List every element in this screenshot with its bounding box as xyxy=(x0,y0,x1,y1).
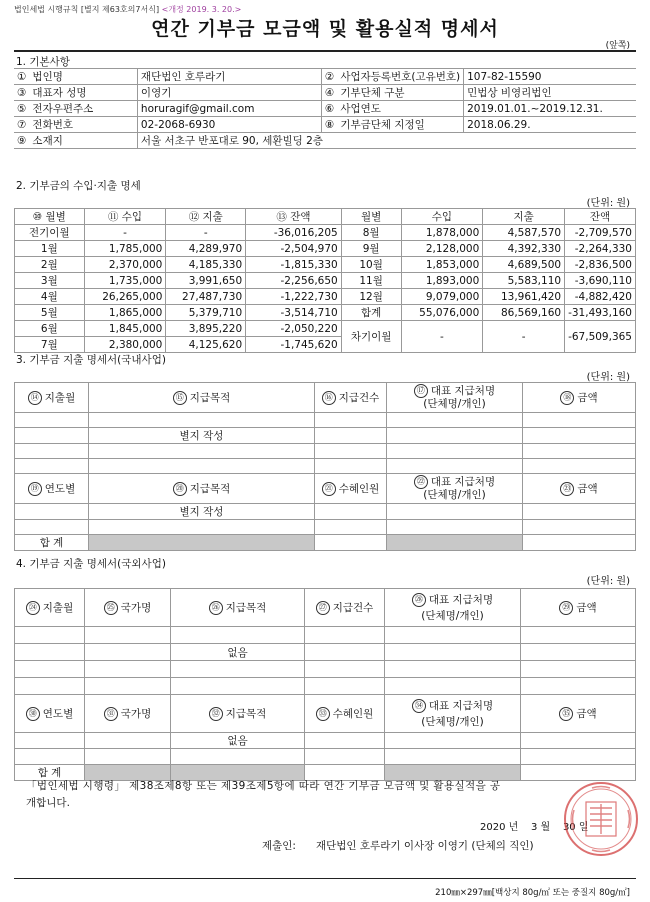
info-row: ⑦ 전화번호 02-2068-6930 ⑧ 기부금단체 지정일 2018.06.29. xyxy=(14,117,636,133)
info-row: ③ 대표자 성명 이영기 ④ 기부단체 구분 민법상 비영리법인 xyxy=(14,85,636,101)
table-cell: 55,076,000 xyxy=(401,305,483,321)
info-label: 전화번호 xyxy=(29,117,137,133)
official-seal-icon xyxy=(562,780,640,858)
submitter-line: 제출인: 재단법인 호루라기 이사장 이영기 (단체의 직인) xyxy=(262,840,534,852)
domestic-expense-table xyxy=(14,382,636,551)
info-value: 재단법인 호루라기 xyxy=(137,69,321,85)
column-header: 월별 xyxy=(341,209,401,225)
statement-line1: 「법인세법 시행령」 제38조제8항 또는 제39조제5항에 따라 연간 기부금 모금액 및 활용실적을 공 xyxy=(26,780,501,792)
column-header: 지출 xyxy=(483,209,565,225)
table-cell: -3,514,710 xyxy=(246,305,342,321)
address-row: ⑨ 소재지 서울 서초구 반포대로 90, 세환빌딩 2층 xyxy=(14,133,636,149)
domestic-note: 별지 작성 xyxy=(89,428,315,444)
table-cell: -1,815,330 xyxy=(246,257,342,273)
table-cell: 7월 xyxy=(15,337,85,353)
footer-divider xyxy=(14,878,636,879)
info-value: horuragif@gmail.com xyxy=(137,101,321,117)
table-cell: 1,845,000 xyxy=(84,321,166,337)
info-row: ⑤ 전자우편주소 horuragif@gmail.com ⑥ 사업연도 2019.01.01.~2019.12.31. xyxy=(14,101,636,117)
table-cell: 4,587,570 xyxy=(483,225,565,241)
table-cell: 1월 xyxy=(15,241,85,257)
column-header: ⑪ 수입 xyxy=(84,209,166,225)
table-cell: 3,895,220 xyxy=(166,321,246,337)
table-cell: 4,125,620 xyxy=(166,337,246,353)
info-row: ① 법인명 재단법인 호루라기 ② 사업자등록번호(고유번호) 107-82-15590 xyxy=(14,69,636,85)
info-label: 사업연도 xyxy=(337,101,463,117)
table-cell: 2월 xyxy=(15,257,85,273)
table-row xyxy=(15,305,636,321)
table-cell: -1,745,620 xyxy=(246,337,342,353)
table-cell: 26,265,000 xyxy=(84,289,166,305)
overseas-note: 없음 xyxy=(171,644,305,661)
info-label: 법인명 xyxy=(29,69,137,85)
table-cell: 12월 xyxy=(341,289,401,305)
table-header xyxy=(15,209,636,225)
table-cell: -31,493,160 xyxy=(565,305,636,321)
paper-spec: 210㎜×297㎜[백상지 80g/㎡ 또는 중질지 80g/㎡] xyxy=(435,888,630,898)
total-label: 합 계 xyxy=(15,535,89,551)
info-label: 기부금단체 지정일 xyxy=(337,117,463,133)
table-cell: -2,256,650 xyxy=(246,273,342,289)
table-cell: 4,185,330 xyxy=(166,257,246,273)
info-value: 2019.01.01.~2019.12.31. xyxy=(464,101,636,117)
table-cell: -2,050,220 xyxy=(246,321,342,337)
page-title: 연간 기부금 모금액 및 활용실적 명세서 xyxy=(151,18,499,40)
section2-unit: (단위: 원) xyxy=(586,198,630,209)
table-header: ⑲ 연도별 ⑳ 지급목적 ㉑ 수혜인원 ㉒ 대표 지급처명 (단체명/개인) ㉓ 금액 xyxy=(15,474,636,504)
table-row xyxy=(15,289,636,305)
table-cell: 9,079,000 xyxy=(401,289,483,305)
column-header: ⑩ 월별 xyxy=(15,209,85,225)
table-cell: 4,689,500 xyxy=(483,257,565,273)
table-row xyxy=(15,321,636,337)
page-side: (앞쪽) xyxy=(605,41,630,51)
column-header: ⑫ 지출 xyxy=(166,209,246,225)
table-cell: 3,991,650 xyxy=(166,273,246,289)
table-cell: 27,487,730 xyxy=(166,289,246,305)
table-cell: 5월 xyxy=(15,305,85,321)
table-row xyxy=(15,273,636,289)
table-cell: 1,853,000 xyxy=(401,257,483,273)
table-cell: 6월 xyxy=(15,321,85,337)
table-cell: -3,690,110 xyxy=(565,273,636,289)
table-cell: -2,836,500 xyxy=(565,257,636,273)
column-header: 잔액 xyxy=(565,209,636,225)
info-value: 이영기 xyxy=(137,85,321,101)
total-label: 합 계 xyxy=(15,765,85,781)
column-header: 수입 xyxy=(401,209,483,225)
table-row xyxy=(15,257,636,273)
table-cell: 5,379,710 xyxy=(166,305,246,321)
section4-heading: 4. 기부금 지출 명세서(국외사업) xyxy=(16,558,166,570)
revision-note: <개정 2019. 3. 20.> xyxy=(161,5,242,14)
table-cell: 4월 xyxy=(15,289,85,305)
divider xyxy=(14,50,636,52)
law-reference: 법인세법 시행규칙 [별지 제63호의7서식] <개정 2019. 3. 20.> xyxy=(14,5,242,14)
info-value: 02-2068-6930 xyxy=(137,117,321,133)
section1-heading: 1. 기본사항 xyxy=(16,56,70,68)
table-cell: 2,380,000 xyxy=(84,337,166,353)
table-cell: 13,961,420 xyxy=(483,289,565,305)
table-cell: 차기이월 xyxy=(341,321,401,353)
section3-unit: (단위: 원) xyxy=(586,372,630,383)
table-cell: 2,128,000 xyxy=(401,241,483,257)
income-expense-table xyxy=(14,208,636,353)
table-cell: 5,583,110 xyxy=(483,273,565,289)
table-cell: -36,016,205 xyxy=(246,225,342,241)
table-header: ⑭ 지출월 ⑮ 지급목적 ⑯ 지급건수 ⑰ 대표 지급처명 (단체명/개인) ⑱ 금액 xyxy=(15,383,636,413)
table-cell: 3월 xyxy=(15,273,85,289)
table-header: ㉚ 연도별 ㉛ 국가명 ㉜ 지급목적 ㉝ 수혜인원 ㉞ 대표 지급처명 (단체명/개인) ㉟ 금액 xyxy=(15,695,636,733)
table-cell: 합계 xyxy=(341,305,401,321)
info-value: 민법상 비영리법인 xyxy=(464,85,636,101)
table-cell: 2,370,000 xyxy=(84,257,166,273)
table-cell: 9월 xyxy=(341,241,401,257)
table-cell: 8월 xyxy=(341,225,401,241)
table-cell: 전기이월 xyxy=(15,225,85,241)
table-cell: 1,785,000 xyxy=(84,241,166,257)
table-cell: 1,893,000 xyxy=(401,273,483,289)
overseas-expense-table xyxy=(14,588,636,781)
table-cell: 1,878,000 xyxy=(401,225,483,241)
table-cell: 4,392,330 xyxy=(483,241,565,257)
table-row xyxy=(15,241,636,257)
table-cell: -1,222,730 xyxy=(246,289,342,305)
table-row xyxy=(15,225,636,241)
statement-line2: 개합니다. xyxy=(26,797,70,809)
table-cell: 11월 xyxy=(341,273,401,289)
overseas-note-2: 없음 xyxy=(171,733,305,749)
info-value: 107-82-15590 xyxy=(464,69,636,85)
address-value: 서울 서초구 반포대로 90, 세환빌딩 2층 xyxy=(137,133,636,149)
submit-date: 2020 년 3 월 30 일 xyxy=(480,822,589,833)
table-cell: - xyxy=(84,225,166,241)
table-cell: -2,264,330 xyxy=(565,241,636,257)
basic-info-table xyxy=(14,68,636,149)
info-label: 소재지 xyxy=(29,133,137,149)
table-cell: -67,509,365 xyxy=(565,321,636,353)
section3-heading: 3. 기부금 지출 명세서(국내사업) xyxy=(16,354,166,366)
table-cell: 10월 xyxy=(341,257,401,273)
info-label: 대표자 성명 xyxy=(29,85,137,101)
table-cell: -2,709,570 xyxy=(565,225,636,241)
table-cell: -2,504,970 xyxy=(246,241,342,257)
table-cell: 86,569,160 xyxy=(483,305,565,321)
table-header: ㉔ 지출월 ㉕ 국가명 ㉖ 지급목적 ㉗ 지급건수 ㉘ 대표 지급처명 (단체명/개인) ㉙ 금액 xyxy=(15,589,636,627)
info-value: 2018.06.29. xyxy=(464,117,636,133)
domestic-note-2: 별지 작성 xyxy=(89,504,315,520)
table-cell: 1,865,000 xyxy=(84,305,166,321)
table-cell: 1,735,000 xyxy=(84,273,166,289)
info-label: 사업자등록번호(고유번호) xyxy=(337,69,463,85)
table-cell: 4,289,970 xyxy=(166,241,246,257)
table-cell: - xyxy=(166,225,246,241)
section2-heading: 2. 기부금의 수입·지출 명세 xyxy=(16,180,141,192)
column-header: ⑬ 잔액 xyxy=(246,209,342,225)
info-label: 전자우편주소 xyxy=(29,101,137,117)
section4-unit: (단위: 원) xyxy=(586,576,630,587)
info-label: 기부단체 구분 xyxy=(337,85,463,101)
table-cell: -4,882,420 xyxy=(565,289,636,305)
table-cell: - xyxy=(483,321,565,353)
table-cell: - xyxy=(401,321,483,353)
